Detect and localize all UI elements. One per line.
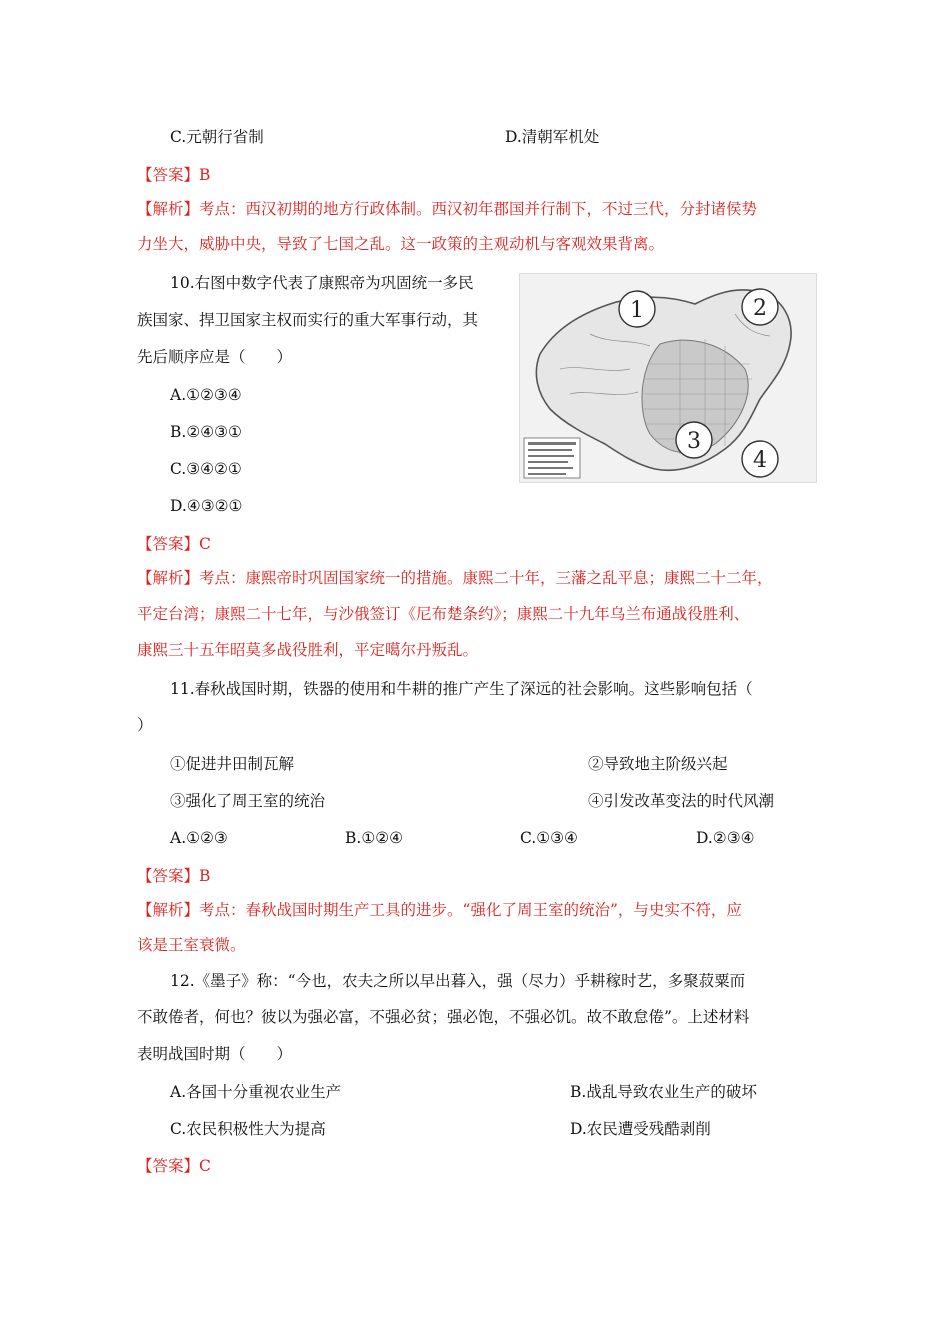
q10-analysis-line-2: 平定台湾；康熙二十七年，与沙俄签订《尼布楚条约》；康熙二十九年乌兰布通战役胜利、	[137, 605, 750, 623]
q10-option-a: A.①②③④	[170, 386, 242, 404]
analysis-tag: 【解析】	[137, 901, 200, 919]
q11-item-1: ①促进井田制瓦解	[170, 755, 295, 773]
q11-stem-line-2: ）	[137, 716, 153, 734]
answer-value: C	[199, 535, 211, 553]
q10-stem-line-1: 10.右图中数字代表了康熙帝为巩固统一多民	[170, 274, 474, 292]
map-label-2: 2	[753, 296, 767, 321]
answer-value: B	[199, 166, 211, 184]
map-illustration	[520, 274, 816, 482]
qing-territory-map	[519, 273, 817, 483]
q11-stem-line-1: 11.春秋战国时期，铁器的使用和牛耕的推广产生了深远的社会影响。这些影响包括（	[170, 680, 753, 698]
analysis-tag: 【解析】	[137, 200, 200, 218]
q9-analysis-line-2: 力坐大，威胁中央，导致了七国之乱。这一政策的主观动机与客观效果背离。	[137, 235, 665, 253]
map-label-4: 4	[753, 448, 767, 473]
q12-answer	[137, 1155, 211, 1177]
q9-analysis-line-1: 【解析】考点：西汉初期的地方行政体制。西汉初年郡国并行制下，不过三代，分封诸侯势	[137, 200, 758, 218]
q12-stem-line-2: 不敢倦者，何也？彼以为强必富，不强必贫；强必饱，不强必饥。故不敢怠倦”。上述材料	[137, 1008, 750, 1026]
q11-analysis-line-1: 【解析】考点：春秋战国时期生产工具的进步。“强化了周王室的统治”，与史实不符，应	[137, 901, 742, 919]
map-label-1: 1	[630, 298, 644, 323]
q10-analysis-line-1: 【解析】考点：康熙帝时巩固国家统一的措施。康熙二十年，三藩之乱平息；康熙二十二年，	[137, 569, 773, 587]
q10-stem-line-2: 族国家、捍卫国家主权而实行的重大军事行动，其	[137, 311, 479, 329]
q9-option-c: C.元朝行省制	[170, 128, 264, 146]
q12-option-a: A.各国十分重视农业生产	[170, 1083, 342, 1101]
answer-value: B	[199, 867, 211, 885]
q12-stem-line-1: 12.《墨子》称：“今也，农夫之所以早出暮入，强（尽力）乎耕稼时艺，多聚菽粟而	[170, 972, 746, 990]
q11-option-b: B.①②④	[345, 829, 404, 847]
q9-option-d: D.清朝军机处	[505, 128, 600, 146]
q12-option-d: D.农民遭受残酷剥削	[570, 1120, 711, 1138]
q10-option-c: C.③④②①	[170, 460, 242, 478]
answer-value: C	[199, 1157, 211, 1175]
q10-stem-line-3: 先后顺序应是（ ）	[137, 348, 293, 366]
q11-option-d: D.②③④	[696, 829, 755, 847]
map-label-3: 3	[687, 429, 701, 454]
q10-analysis-line-3: 康熙三十五年昭莫多战役胜利，平定噶尔丹叛乱。	[137, 641, 479, 659]
q10-answer	[137, 533, 211, 555]
q12-option-c: C.农民积极性大为提高	[170, 1120, 326, 1138]
answer-tag: 【答案】	[137, 1157, 200, 1175]
q11-item-2: ②导致地主阶级兴起	[588, 755, 728, 773]
q11-item-4: ④引发改革变法的时代风潮	[588, 792, 775, 810]
analysis-tag: 【解析】	[137, 569, 200, 587]
answer-tag: 【答案】	[137, 166, 200, 184]
q11-analysis-line-2: 该是王室衰微。	[137, 936, 246, 954]
q12-option-b: B.战乱导致农业生产的破坏	[570, 1083, 757, 1101]
q11-answer	[137, 865, 210, 887]
answer-tag: 【答案】	[137, 535, 200, 553]
q10-option-b: B.②④③①	[170, 423, 242, 441]
q9-answer	[137, 164, 210, 186]
q12-stem-line-3: 表明战国时期（ ）	[137, 1045, 293, 1063]
answer-tag: 【答案】	[137, 867, 200, 885]
q11-option-a: A.①②③	[170, 829, 228, 847]
q11-item-3: ③强化了周王室的统治	[170, 792, 326, 810]
q10-option-d: D.④③②①	[170, 497, 243, 515]
q11-option-c: C.①③④	[520, 829, 578, 847]
